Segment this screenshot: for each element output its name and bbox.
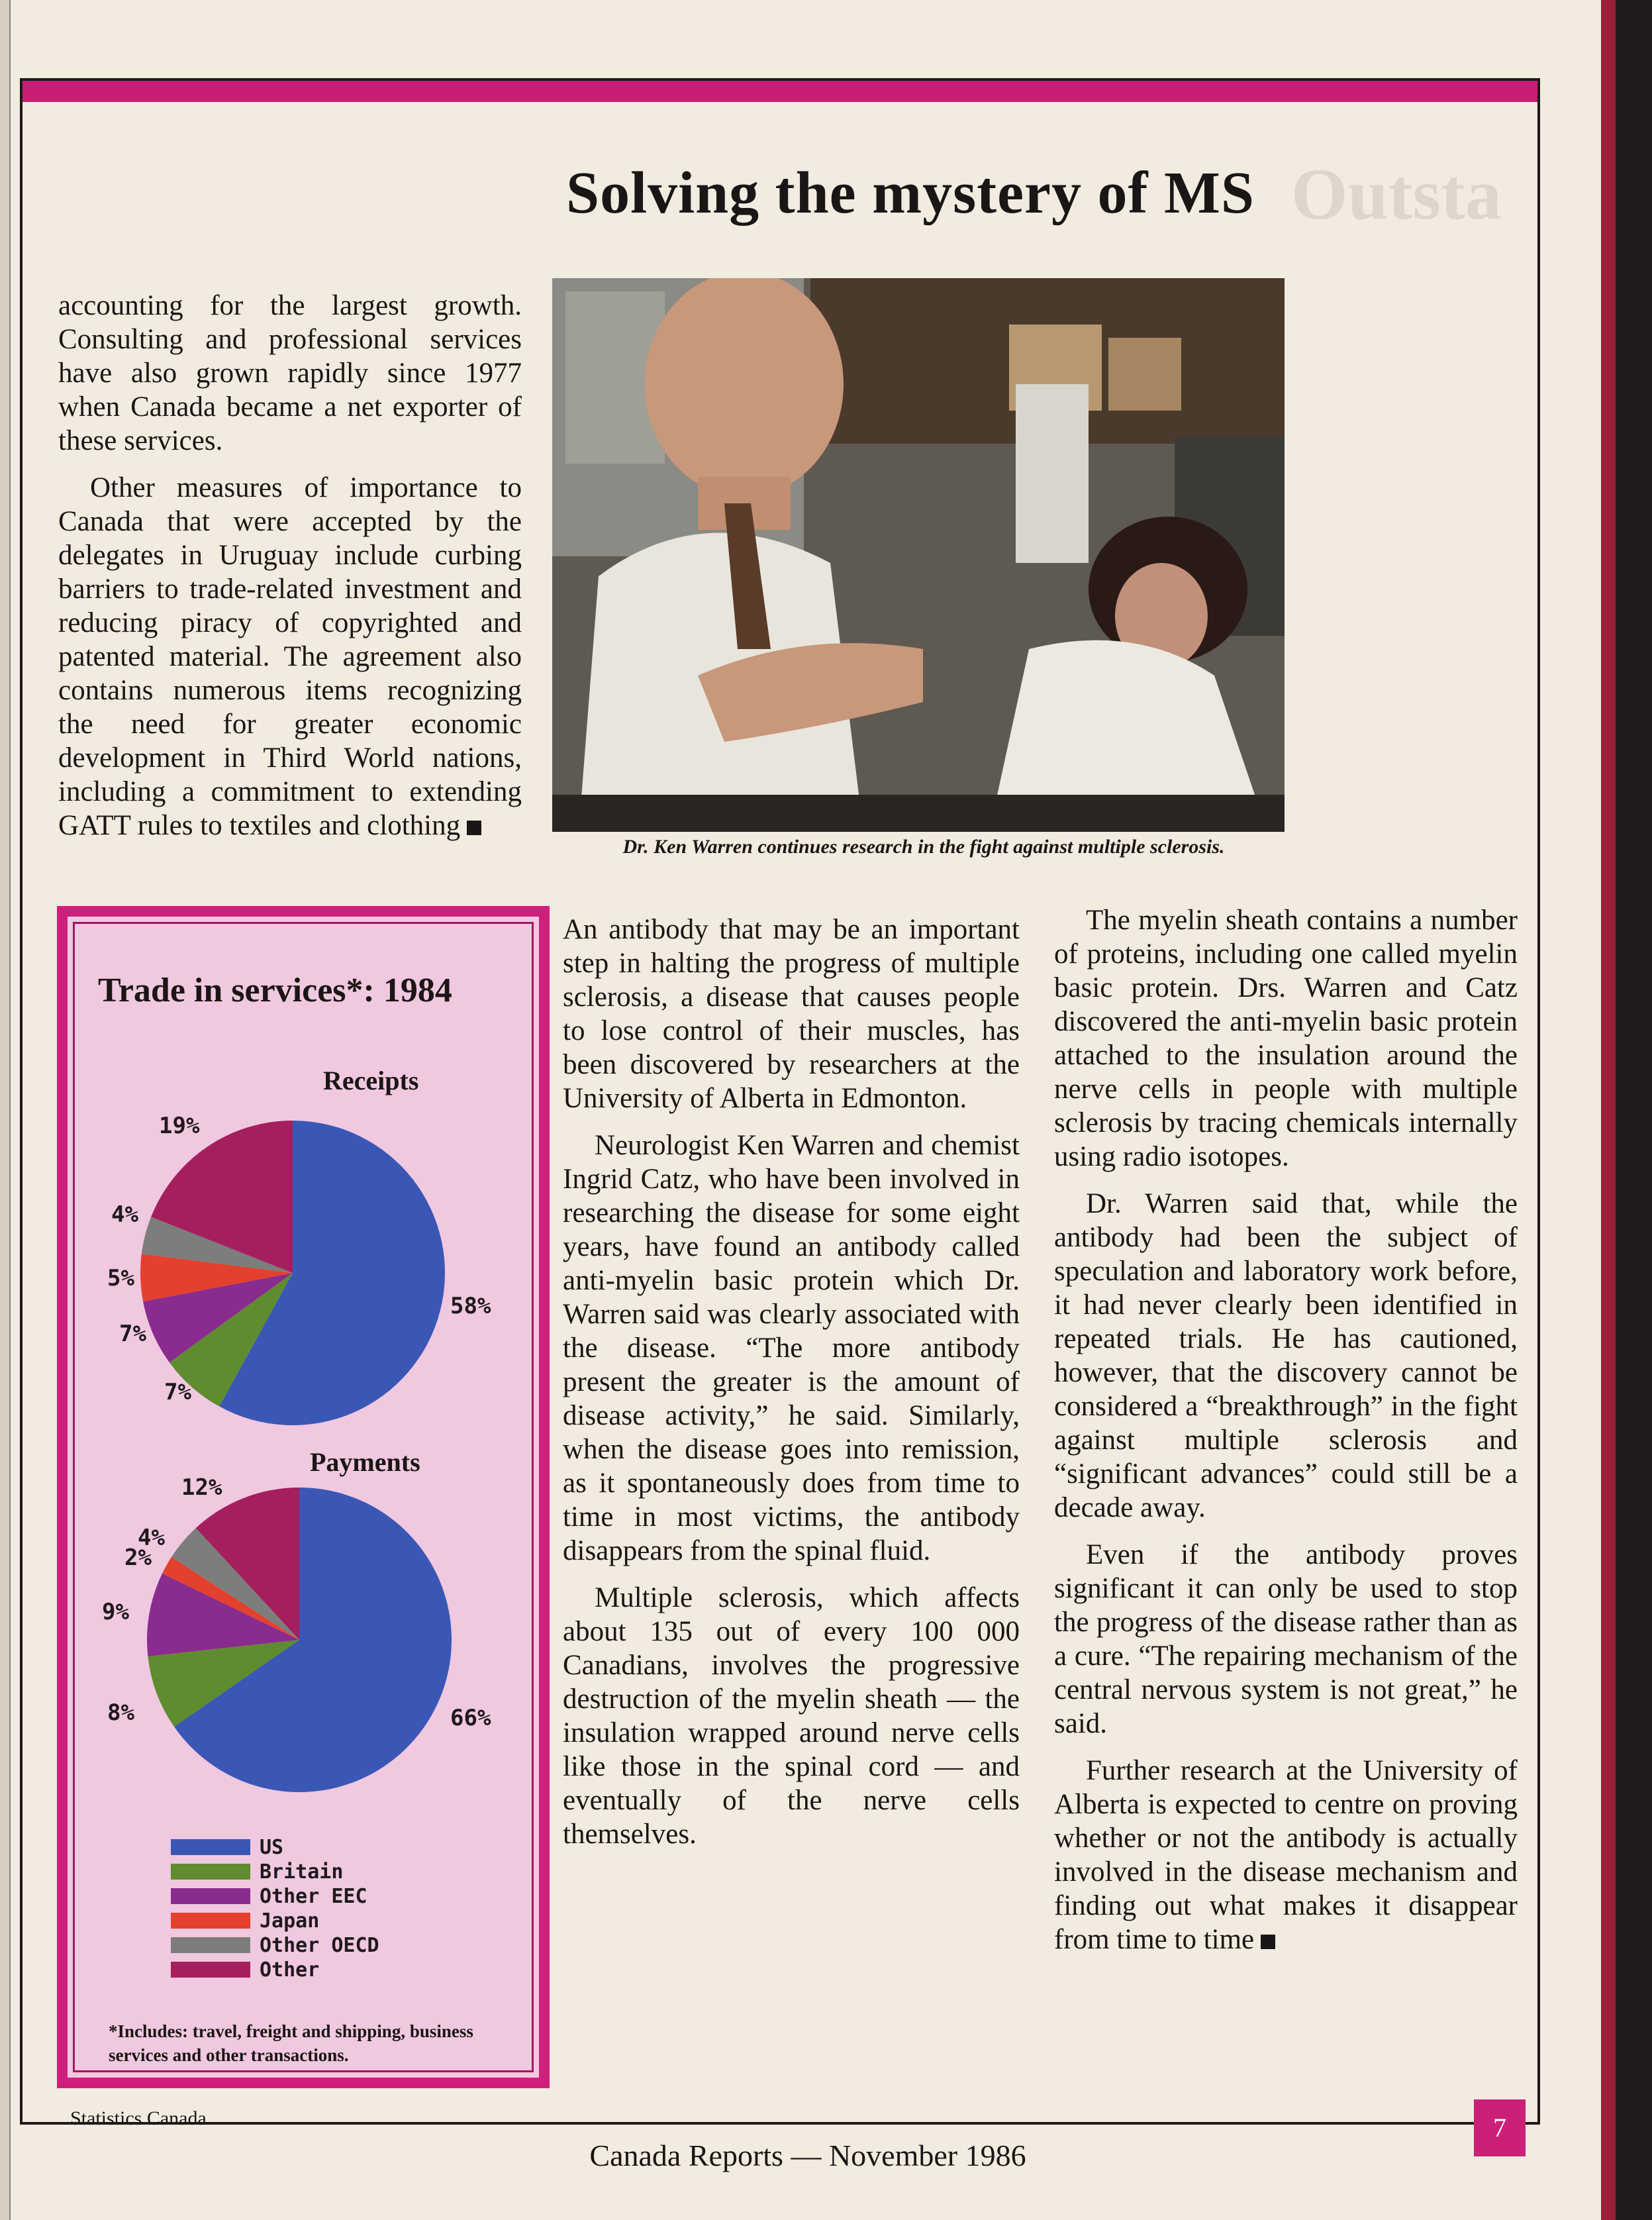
receipts-label-us: 58% <box>450 1293 491 1319</box>
end-of-article-mark <box>1261 1935 1275 1949</box>
page-footer: Canada Reports — November 1986 <box>589 2139 1026 2172</box>
receipts-label-other-oecd: 4% <box>111 1201 138 1228</box>
legend-label: Other OECD <box>260 1933 379 1957</box>
legend-label: Britain <box>260 1860 344 1884</box>
legend-swatch <box>171 1839 250 1855</box>
left-paragraph-1: accounting for the largest growth. Consulting and professional services have also grown rapidly since 1977 when Canada became a net exporter of these services. <box>58 290 522 456</box>
legend-item-us <box>171 1836 283 1858</box>
payments-label-other-oecd: 4% <box>138 1525 165 1551</box>
payments-label-us: 66% <box>450 1705 491 1731</box>
page-edge-right <box>1601 0 1616 2220</box>
middle-column <box>563 913 1020 1851</box>
left-paragraph-2-text: Other measures of importance to Canada that were accepted by the delegates in Uruguay include curbing barriers to trade-related investment and reducing piracy of copyrighted and patented material. The agreement also contains numerous items recognizing the need for greater economic development in Third World nations, including a commitment to extending GATT rules to textiles and clothing <box>58 472 522 841</box>
photo-illustration <box>552 278 1285 832</box>
middle-paragraph-3: Multiple sclerosis, which affects about 135 out of every 100 000 Canadians, involves the progressive destruction of the myelin sheath — the insulation wrapped around nerve cells like those in the spinal cord — and eventually of the nerve cells themselves. <box>563 1582 1020 1850</box>
legend-swatch <box>171 1888 250 1904</box>
right-paragraph-1: The myelin sheath contains a number of proteins, including one called myelin basic protein. Drs. Warren and Catz discovered the anti-myelin basic protein attached to the insulation around the nerve cells in people with multiple sclerosis by tracing chemicals internally using radio isotopes. <box>1054 905 1518 1172</box>
legend-label: Japan <box>260 1909 320 1933</box>
receipts-label-other: 19% <box>159 1113 200 1139</box>
photo-caption: Dr. Ken Warren continues research in the fight against multiple sclerosis. <box>622 836 1225 858</box>
receipts-label-other-eec: 7% <box>119 1321 146 1347</box>
payments-label-britain: 8% <box>107 1699 134 1726</box>
legend-swatch <box>171 1864 250 1880</box>
bleed-through-text: Outsta <box>1291 154 1502 234</box>
page-edge-left <box>0 0 11 2220</box>
legend-label: Other EEC <box>260 1884 367 1908</box>
right-paragraph-4 <box>1054 1754 1518 1956</box>
source-credit: Statistics Canada <box>70 2107 207 2129</box>
legend-swatch <box>171 1962 250 1978</box>
legend-label: Other <box>260 1958 320 1982</box>
receipts-title: Receipts <box>323 1066 419 1095</box>
right-paragraph-4-text: Further research at the University of Alberta is expected to centre on proving whether or not the antibody is actually involved in the disease mechanism and finding out what makes it disappear from time to time <box>1054 1755 1518 1955</box>
legend-item-other-eec <box>171 1885 367 1907</box>
payments-title: Payments <box>310 1447 420 1477</box>
payments-pie-chart <box>134 1474 465 1805</box>
payments-label-other-eec: 9% <box>102 1599 129 1625</box>
page-number: 7 <box>1474 2099 1526 2156</box>
left-paragraph-2 <box>58 471 522 842</box>
legend-item-other-oecd <box>171 1934 379 1956</box>
left-column <box>58 289 522 842</box>
right-paragraph-2: Dr. Warren said that, while the antibody had been the subject of speculation and laboratory work before, it had never clearly been identified in repeated trials. He has cautioned, however, that the discovery cannot be considered a “breakthrough” in the fight against multiple sclerosis and “significant advances” could still be a decade away. <box>1054 1188 1518 1523</box>
legend-item-japan <box>171 1909 319 1932</box>
right-paragraph-3: Even if the antibody proves significant it can only be used to stop the progress of the disease rather than as a cure. “The repairing mechanism of the central nervous system is not great,” he said. <box>1054 1539 1518 1739</box>
legend-label: US <box>260 1835 284 1859</box>
end-of-article-mark <box>467 821 481 835</box>
receipts-label-japan: 5% <box>107 1265 134 1291</box>
chart-title: Trade in services*: 1984 <box>98 972 452 1009</box>
trade-chart-box <box>57 906 550 2088</box>
legend-swatch <box>171 1913 250 1929</box>
article-headline: Solving the mystery of MS <box>566 160 1255 226</box>
payments-label-other: 12% <box>181 1474 222 1501</box>
middle-paragraph-2: Neurologist Ken Warren and chemist Ingrid Catz, who have been involved in researching the disease for some eight years, have found an antibody called anti-myelin basic protein which Dr. Warren said was clearly associated with the disease. “The more antibody present the greater is the amount of disease activity,” he said. Similarly, when the disease goes into remission, as it spontaneously does from time to time in most victims, the antibody disappears from the spinal fluid. <box>563 1130 1020 1566</box>
payments-label-japan: 2% <box>124 1544 152 1571</box>
legend-item-britain <box>171 1860 343 1883</box>
legend-swatch <box>171 1937 250 1953</box>
receipts-label-britain: 7% <box>164 1379 191 1405</box>
researcher-photo <box>552 278 1285 832</box>
right-column <box>1054 903 1518 1956</box>
chart-footnote: *Includes: travel, freight and shipping, business services and other transactions. <box>109 2021 473 2065</box>
middle-paragraph-1: An antibody that may be an important step in halting the progress of multiple sclerosis, a disease that causes people to lose control of their muscles, has been discovered by researchers at the University of Alberta in Edmonton. <box>563 914 1020 1114</box>
legend-item-other <box>171 1958 319 1981</box>
